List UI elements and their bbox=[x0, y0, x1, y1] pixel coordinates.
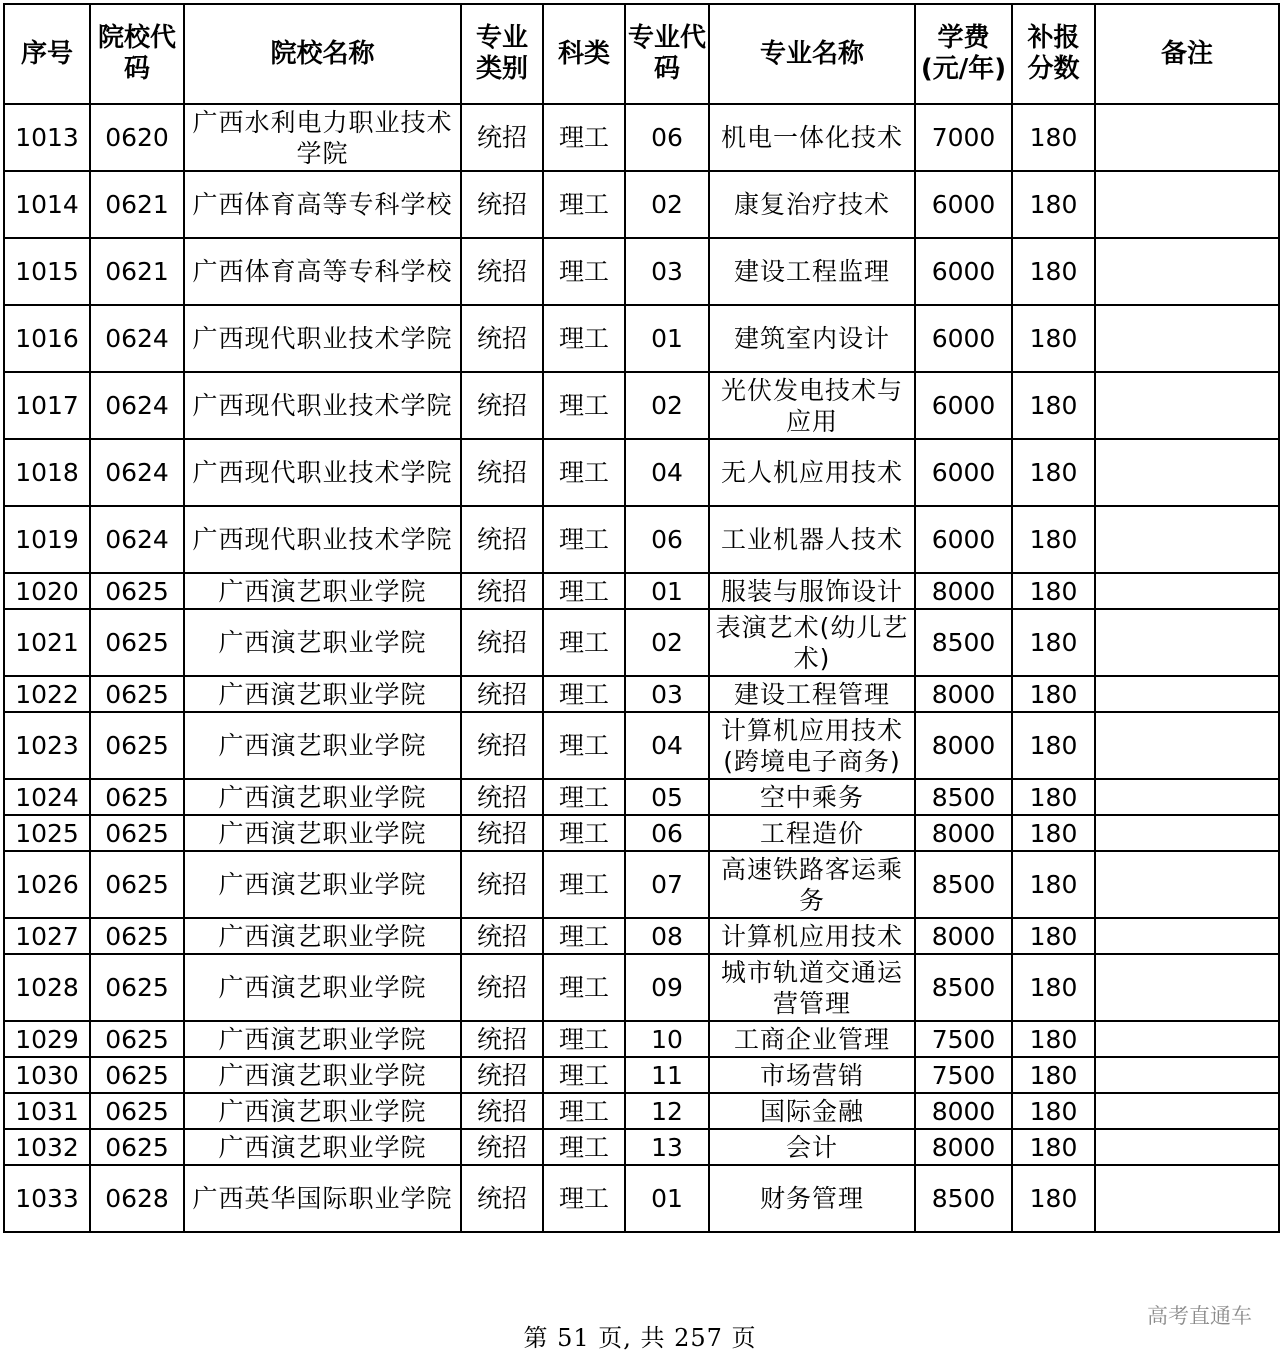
cell-remark bbox=[1095, 815, 1279, 851]
cell-tuition: 8000 bbox=[915, 712, 1012, 779]
table-row bbox=[4, 1165, 1279, 1232]
cell-category: 理工 bbox=[543, 1093, 625, 1129]
cell-major-name: 机电一体化技术 bbox=[709, 104, 915, 171]
cell-major-name: 高速铁路客运乘务 bbox=[709, 851, 915, 918]
cell-school-name: 广西演艺职业学院 bbox=[184, 1093, 461, 1129]
cell-seq: 1026 bbox=[4, 851, 90, 918]
cell-seq: 1019 bbox=[4, 506, 90, 573]
cell-school-name: 广西现代职业技术学院 bbox=[184, 506, 461, 573]
cell-category: 理工 bbox=[543, 372, 625, 439]
cell-category: 理工 bbox=[543, 676, 625, 712]
table-row bbox=[4, 1129, 1279, 1165]
cell-seq: 1031 bbox=[4, 1093, 90, 1129]
table-body bbox=[4, 104, 1279, 1232]
cell-major-name: 空中乘务 bbox=[709, 779, 915, 815]
cell-tuition: 6000 bbox=[915, 506, 1012, 573]
cell-major-type: 统招 bbox=[461, 238, 543, 305]
cell-seq: 1016 bbox=[4, 305, 90, 372]
cell-seq: 1018 bbox=[4, 439, 90, 506]
cell-tuition: 8500 bbox=[915, 779, 1012, 815]
cell-major-code: 05 bbox=[625, 779, 709, 815]
cell-major-code: 10 bbox=[625, 1021, 709, 1057]
header-tuition: 学费(元/年) bbox=[915, 4, 1012, 104]
cell-remark bbox=[1095, 305, 1279, 372]
cell-category: 理工 bbox=[543, 439, 625, 506]
cell-category: 理工 bbox=[543, 104, 625, 171]
cell-school-name: 广西演艺职业学院 bbox=[184, 1057, 461, 1093]
cell-major-code: 12 bbox=[625, 1093, 709, 1129]
cell-major-type: 统招 bbox=[461, 1129, 543, 1165]
cell-major-name: 建设工程管理 bbox=[709, 676, 915, 712]
cell-school-code: 0621 bbox=[90, 238, 184, 305]
table-row bbox=[4, 779, 1279, 815]
cell-category: 理工 bbox=[543, 1165, 625, 1232]
cell-school-name: 广西演艺职业学院 bbox=[184, 609, 461, 676]
cell-score: 180 bbox=[1012, 171, 1095, 238]
cell-seq: 1032 bbox=[4, 1129, 90, 1165]
cell-school-code: 0625 bbox=[90, 918, 184, 954]
cell-major-code: 11 bbox=[625, 1057, 709, 1093]
table-row bbox=[4, 851, 1279, 918]
cell-major-type: 统招 bbox=[461, 506, 543, 573]
cell-category: 理工 bbox=[543, 238, 625, 305]
cell-major-type: 统招 bbox=[461, 918, 543, 954]
cell-school-code: 0625 bbox=[90, 1129, 184, 1165]
cell-score: 180 bbox=[1012, 851, 1095, 918]
cell-major-name: 建筑室内设计 bbox=[709, 305, 915, 372]
cell-major-type: 统招 bbox=[461, 712, 543, 779]
header-school-name: 院校名称 bbox=[184, 4, 461, 104]
cell-seq: 1025 bbox=[4, 815, 90, 851]
cell-major-code: 04 bbox=[625, 712, 709, 779]
cell-tuition: 8000 bbox=[915, 918, 1012, 954]
cell-major-name: 城市轨道交通运营管理 bbox=[709, 954, 915, 1021]
cell-category: 理工 bbox=[543, 305, 625, 372]
cell-remark bbox=[1095, 1093, 1279, 1129]
cell-score: 180 bbox=[1012, 506, 1095, 573]
cell-tuition: 6000 bbox=[915, 372, 1012, 439]
cell-remark bbox=[1095, 1129, 1279, 1165]
cell-school-name: 广西现代职业技术学院 bbox=[184, 439, 461, 506]
cell-remark bbox=[1095, 954, 1279, 1021]
cell-major-type: 统招 bbox=[461, 779, 543, 815]
cell-school-name: 广西体育高等专科学校 bbox=[184, 238, 461, 305]
cell-tuition: 6000 bbox=[915, 238, 1012, 305]
cell-major-name: 表演艺术(幼儿艺术) bbox=[709, 609, 915, 676]
cell-remark bbox=[1095, 676, 1279, 712]
cell-major-code: 02 bbox=[625, 171, 709, 238]
cell-school-code: 0625 bbox=[90, 1057, 184, 1093]
cell-score: 180 bbox=[1012, 918, 1095, 954]
cell-score: 180 bbox=[1012, 1021, 1095, 1057]
cell-tuition: 8000 bbox=[915, 815, 1012, 851]
cell-tuition: 7500 bbox=[915, 1057, 1012, 1093]
cell-remark bbox=[1095, 1057, 1279, 1093]
cell-seq: 1013 bbox=[4, 104, 90, 171]
header-major-type: 专业类别 bbox=[461, 4, 543, 104]
cell-tuition: 8000 bbox=[915, 676, 1012, 712]
cell-tuition: 8500 bbox=[915, 609, 1012, 676]
cell-school-code: 0620 bbox=[90, 104, 184, 171]
cell-major-type: 统招 bbox=[461, 609, 543, 676]
cell-major-code: 07 bbox=[625, 851, 709, 918]
cell-major-code: 09 bbox=[625, 954, 709, 1021]
cell-major-code: 03 bbox=[625, 676, 709, 712]
cell-tuition: 7500 bbox=[915, 1021, 1012, 1057]
cell-major-type: 统招 bbox=[461, 305, 543, 372]
cell-major-type: 统招 bbox=[461, 439, 543, 506]
cell-school-name: 广西英华国际职业学院 bbox=[184, 1165, 461, 1232]
cell-school-code: 0625 bbox=[90, 609, 184, 676]
cell-major-name: 康复治疗技术 bbox=[709, 171, 915, 238]
table-row bbox=[4, 676, 1279, 712]
cell-category: 理工 bbox=[543, 171, 625, 238]
cell-school-code: 0625 bbox=[90, 676, 184, 712]
cell-major-name: 国际金融 bbox=[709, 1093, 915, 1129]
cell-school-name: 广西演艺职业学院 bbox=[184, 1129, 461, 1165]
header-score: 补报分数 bbox=[1012, 4, 1095, 104]
cell-school-name: 广西现代职业技术学院 bbox=[184, 372, 461, 439]
cell-school-name: 广西体育高等专科学校 bbox=[184, 171, 461, 238]
cell-category: 理工 bbox=[543, 779, 625, 815]
cell-major-code: 08 bbox=[625, 918, 709, 954]
cell-major-type: 统招 bbox=[461, 573, 543, 609]
cell-score: 180 bbox=[1012, 573, 1095, 609]
page-number: 第 51 页, 共 257 页 bbox=[523, 1324, 757, 1352]
cell-major-name: 工业机器人技术 bbox=[709, 506, 915, 573]
cell-major-code: 01 bbox=[625, 573, 709, 609]
cell-tuition: 6000 bbox=[915, 171, 1012, 238]
cell-tuition: 8000 bbox=[915, 1093, 1012, 1129]
table-row bbox=[4, 609, 1279, 676]
cell-school-code: 0625 bbox=[90, 1093, 184, 1129]
cell-score: 180 bbox=[1012, 779, 1095, 815]
cell-major-name: 市场营销 bbox=[709, 1057, 915, 1093]
cell-tuition: 8000 bbox=[915, 573, 1012, 609]
cell-major-code: 03 bbox=[625, 238, 709, 305]
cell-major-name: 无人机应用技术 bbox=[709, 439, 915, 506]
cell-major-code: 13 bbox=[625, 1129, 709, 1165]
cell-school-name: 广西演艺职业学院 bbox=[184, 779, 461, 815]
cell-major-code: 06 bbox=[625, 506, 709, 573]
cell-seq: 1020 bbox=[4, 573, 90, 609]
cell-category: 理工 bbox=[543, 954, 625, 1021]
cell-tuition: 7000 bbox=[915, 104, 1012, 171]
cell-school-name: 广西现代职业技术学院 bbox=[184, 305, 461, 372]
cell-seq: 1024 bbox=[4, 779, 90, 815]
cell-score: 180 bbox=[1012, 104, 1095, 171]
cell-major-type: 统招 bbox=[461, 1021, 543, 1057]
cell-school-code: 0625 bbox=[90, 815, 184, 851]
cell-remark bbox=[1095, 104, 1279, 171]
header-major-name: 专业名称 bbox=[709, 4, 915, 104]
cell-major-type: 统招 bbox=[461, 851, 543, 918]
cell-major-type: 统招 bbox=[461, 372, 543, 439]
cell-score: 180 bbox=[1012, 815, 1095, 851]
cell-major-type: 统招 bbox=[461, 676, 543, 712]
header-major-code: 专业代码 bbox=[625, 4, 709, 104]
table-row bbox=[4, 954, 1279, 1021]
header-seq: 序号 bbox=[4, 4, 90, 104]
cell-major-type: 统招 bbox=[461, 1165, 543, 1232]
cell-school-code: 0625 bbox=[90, 573, 184, 609]
cell-category: 理工 bbox=[543, 1057, 625, 1093]
table-row bbox=[4, 238, 1279, 305]
cell-seq: 1017 bbox=[4, 372, 90, 439]
table-row bbox=[4, 1093, 1279, 1129]
table-row bbox=[4, 439, 1279, 506]
table-row bbox=[4, 1057, 1279, 1093]
cell-remark bbox=[1095, 712, 1279, 779]
cell-school-code: 0621 bbox=[90, 171, 184, 238]
cell-major-name: 计算机应用技术(跨境电子商务) bbox=[709, 712, 915, 779]
cell-seq: 1027 bbox=[4, 918, 90, 954]
watermark: 高考直通车 bbox=[1147, 1304, 1252, 1328]
cell-remark bbox=[1095, 609, 1279, 676]
cell-tuition: 8500 bbox=[915, 851, 1012, 918]
table-header-row bbox=[4, 4, 1279, 104]
cell-major-code: 01 bbox=[625, 305, 709, 372]
cell-school-name: 广西演艺职业学院 bbox=[184, 1021, 461, 1057]
cell-seq: 1014 bbox=[4, 171, 90, 238]
cell-major-name: 计算机应用技术 bbox=[709, 918, 915, 954]
cell-school-name: 广西演艺职业学院 bbox=[184, 851, 461, 918]
cell-major-name: 建设工程监理 bbox=[709, 238, 915, 305]
table-row bbox=[4, 372, 1279, 439]
cell-school-code: 0625 bbox=[90, 851, 184, 918]
cell-category: 理工 bbox=[543, 918, 625, 954]
cell-major-code: 02 bbox=[625, 609, 709, 676]
cell-score: 180 bbox=[1012, 372, 1095, 439]
cell-category: 理工 bbox=[543, 851, 625, 918]
cell-major-name: 会计 bbox=[709, 1129, 915, 1165]
cell-seq: 1029 bbox=[4, 1021, 90, 1057]
cell-major-code: 01 bbox=[625, 1165, 709, 1232]
cell-score: 180 bbox=[1012, 1129, 1095, 1165]
cell-remark bbox=[1095, 779, 1279, 815]
cell-major-name: 光伏发电技术与应用 bbox=[709, 372, 915, 439]
cell-school-code: 0624 bbox=[90, 506, 184, 573]
cell-category: 理工 bbox=[543, 712, 625, 779]
cell-tuition: 8000 bbox=[915, 1129, 1012, 1165]
cell-school-name: 广西演艺职业学院 bbox=[184, 815, 461, 851]
cell-score: 180 bbox=[1012, 238, 1095, 305]
cell-major-name: 服装与服饰设计 bbox=[709, 573, 915, 609]
cell-major-type: 统招 bbox=[461, 104, 543, 171]
header-school-code: 院校代码 bbox=[90, 4, 184, 104]
header-category: 科类 bbox=[543, 4, 625, 104]
table-row bbox=[4, 918, 1279, 954]
cell-tuition: 6000 bbox=[915, 439, 1012, 506]
cell-category: 理工 bbox=[543, 1129, 625, 1165]
cell-major-code: 06 bbox=[625, 815, 709, 851]
cell-remark bbox=[1095, 1021, 1279, 1057]
cell-score: 180 bbox=[1012, 305, 1095, 372]
cell-tuition: 6000 bbox=[915, 305, 1012, 372]
cell-seq: 1015 bbox=[4, 238, 90, 305]
table-row bbox=[4, 305, 1279, 372]
cell-category: 理工 bbox=[543, 573, 625, 609]
cell-remark bbox=[1095, 851, 1279, 918]
cell-remark bbox=[1095, 372, 1279, 439]
cell-category: 理工 bbox=[543, 609, 625, 676]
cell-major-name: 工商企业管理 bbox=[709, 1021, 915, 1057]
header-remark: 备注 bbox=[1095, 4, 1279, 104]
cell-seq: 1033 bbox=[4, 1165, 90, 1232]
cell-school-name: 广西演艺职业学院 bbox=[184, 676, 461, 712]
table-row bbox=[4, 1021, 1279, 1057]
cell-seq: 1022 bbox=[4, 676, 90, 712]
admission-table bbox=[3, 3, 1280, 1233]
cell-major-code: 06 bbox=[625, 104, 709, 171]
cell-remark bbox=[1095, 506, 1279, 573]
cell-major-code: 04 bbox=[625, 439, 709, 506]
cell-score: 180 bbox=[1012, 1165, 1095, 1232]
cell-category: 理工 bbox=[543, 506, 625, 573]
cell-school-name: 广西水利电力职业技术学院 bbox=[184, 104, 461, 171]
table-row bbox=[4, 506, 1279, 573]
cell-category: 理工 bbox=[543, 815, 625, 851]
cell-major-type: 统招 bbox=[461, 815, 543, 851]
cell-school-code: 0625 bbox=[90, 779, 184, 815]
cell-school-name: 广西演艺职业学院 bbox=[184, 954, 461, 1021]
cell-score: 180 bbox=[1012, 1057, 1095, 1093]
cell-major-type: 统招 bbox=[461, 1093, 543, 1129]
cell-score: 180 bbox=[1012, 954, 1095, 1021]
cell-remark bbox=[1095, 171, 1279, 238]
cell-score: 180 bbox=[1012, 609, 1095, 676]
cell-major-name: 工程造价 bbox=[709, 815, 915, 851]
cell-major-type: 统招 bbox=[461, 954, 543, 1021]
cell-school-code: 0625 bbox=[90, 954, 184, 1021]
cell-score: 180 bbox=[1012, 1093, 1095, 1129]
cell-category: 理工 bbox=[543, 1021, 625, 1057]
table-row bbox=[4, 815, 1279, 851]
cell-score: 180 bbox=[1012, 676, 1095, 712]
cell-major-type: 统招 bbox=[461, 1057, 543, 1093]
cell-school-code: 0624 bbox=[90, 372, 184, 439]
cell-seq: 1030 bbox=[4, 1057, 90, 1093]
cell-seq: 1023 bbox=[4, 712, 90, 779]
cell-score: 180 bbox=[1012, 712, 1095, 779]
cell-remark bbox=[1095, 238, 1279, 305]
cell-remark bbox=[1095, 918, 1279, 954]
cell-remark bbox=[1095, 1165, 1279, 1232]
cell-tuition: 8500 bbox=[915, 1165, 1012, 1232]
cell-tuition: 8500 bbox=[915, 954, 1012, 1021]
cell-major-code: 02 bbox=[625, 372, 709, 439]
cell-school-code: 0625 bbox=[90, 1021, 184, 1057]
cell-score: 180 bbox=[1012, 439, 1095, 506]
table-row bbox=[4, 104, 1279, 171]
cell-major-type: 统招 bbox=[461, 171, 543, 238]
cell-remark bbox=[1095, 573, 1279, 609]
table-row bbox=[4, 171, 1279, 238]
cell-major-name: 财务管理 bbox=[709, 1165, 915, 1232]
table-row bbox=[4, 712, 1279, 779]
cell-remark bbox=[1095, 439, 1279, 506]
cell-school-name: 广西演艺职业学院 bbox=[184, 573, 461, 609]
cell-school-name: 广西演艺职业学院 bbox=[184, 918, 461, 954]
cell-school-code: 0624 bbox=[90, 305, 184, 372]
cell-school-code: 0628 bbox=[90, 1165, 184, 1232]
cell-school-name: 广西演艺职业学院 bbox=[184, 712, 461, 779]
table-row bbox=[4, 573, 1279, 609]
cell-seq: 1021 bbox=[4, 609, 90, 676]
cell-seq: 1028 bbox=[4, 954, 90, 1021]
cell-school-code: 0625 bbox=[90, 712, 184, 779]
cell-school-code: 0624 bbox=[90, 439, 184, 506]
